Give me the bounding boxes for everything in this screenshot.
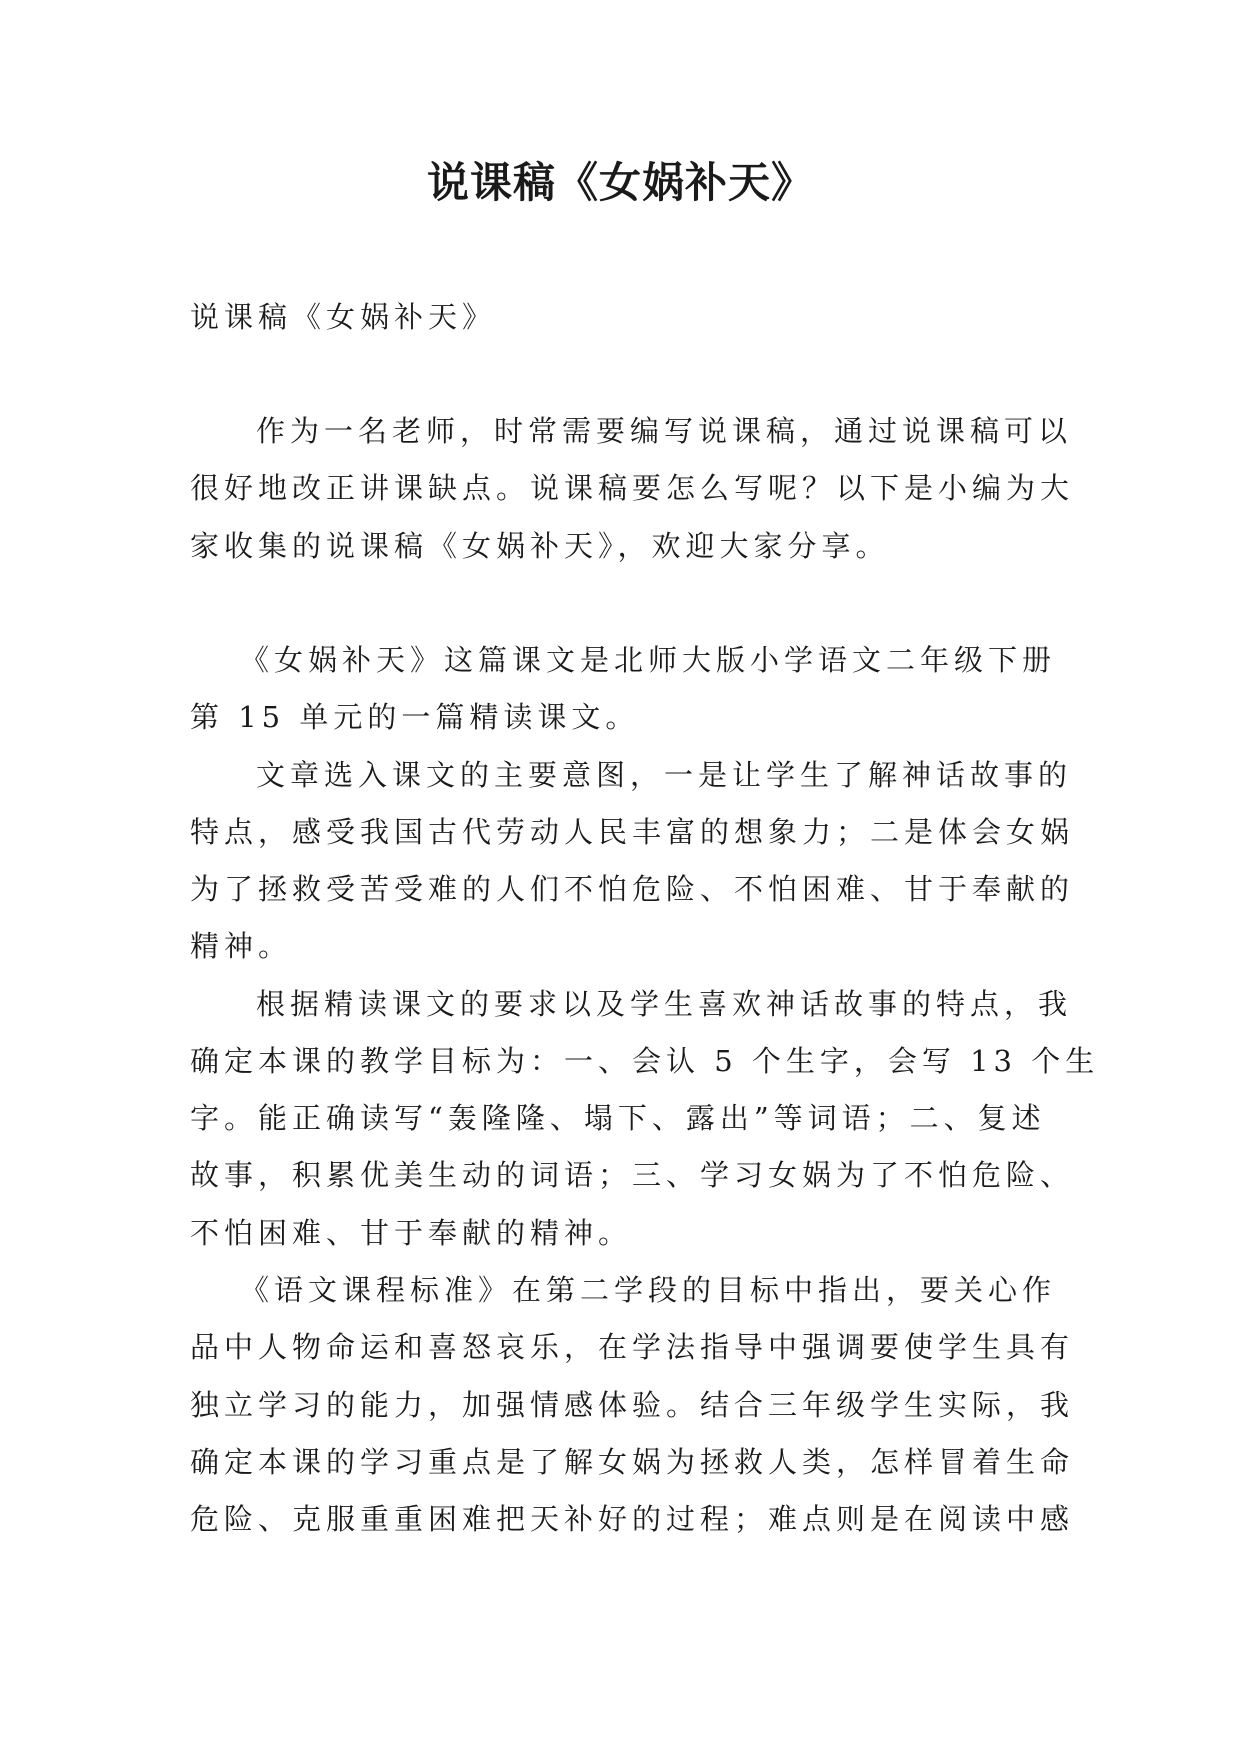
body-line: 很好地改正讲课缺点。说课稿要怎么写呢？以下是小编为大 <box>190 471 1075 505</box>
body-line: 《女娲补天》这篇课文是北师大版小学语文二年级下册 <box>240 643 1057 677</box>
body-line: 品中人物命运和喜怒哀乐，在学法指导中强调要使学生具有 <box>190 1330 1075 1364</box>
body-line: 确定本课的学习重点是了解女娲为拯救人类，怎样冒着生命 <box>190 1445 1075 1479</box>
body-line: 为了拯救受苦受难的人们不怕危险、不怕困难、甘于奉献的 <box>190 872 1075 906</box>
body-line: 故事，积累优美生动的词语；三、学习女娲为了不怕危险、 <box>190 1158 1075 1192</box>
page-title: 说课稿《女娲补天》 <box>426 158 814 207</box>
body-line: 不怕困难、甘于奉献的精神。 <box>190 1216 633 1250</box>
body-line: 家收集的说课稿《女娲补天》，欢迎大家分享。 <box>190 529 890 563</box>
body-line: 独立学习的能力，加强情感体验。结合三年级学生实际，我 <box>190 1388 1075 1422</box>
body-line: 根据精读课文的要求以及学生喜欢神话故事的特点，我 <box>256 987 1073 1021</box>
body-line: 第 15 单元的一篇精读课文。 <box>190 700 640 734</box>
body-line: 精神。 <box>190 929 293 963</box>
body-line: 作为一名老师，时常需要编写说课稿，通过说课稿可以 <box>256 414 1073 448</box>
body-line: 文章选入课文的主要意图，一是让学生了解神话故事的 <box>256 758 1073 792</box>
body-line: 危险、克服重重困难把天补好的过程；难点则是在阅读中感 <box>190 1502 1075 1536</box>
body-line: 《语文课程标准》在第二学段的目标中指出，要关心作 <box>240 1273 1057 1307</box>
body-line: 字。能正确读写“轰隆隆、塌下、露出”等词语；二、复述 <box>190 1101 1046 1135</box>
document-subtitle: 说课稿《女娲补天》 <box>190 300 497 334</box>
body-line: 特点，感受我国古代劳动人民丰富的想象力；二是体会女娲 <box>190 815 1075 849</box>
body-line: 确定本课的教学目标为：一、会认 5 个生字，会写 13 个生 <box>190 1044 1100 1078</box>
